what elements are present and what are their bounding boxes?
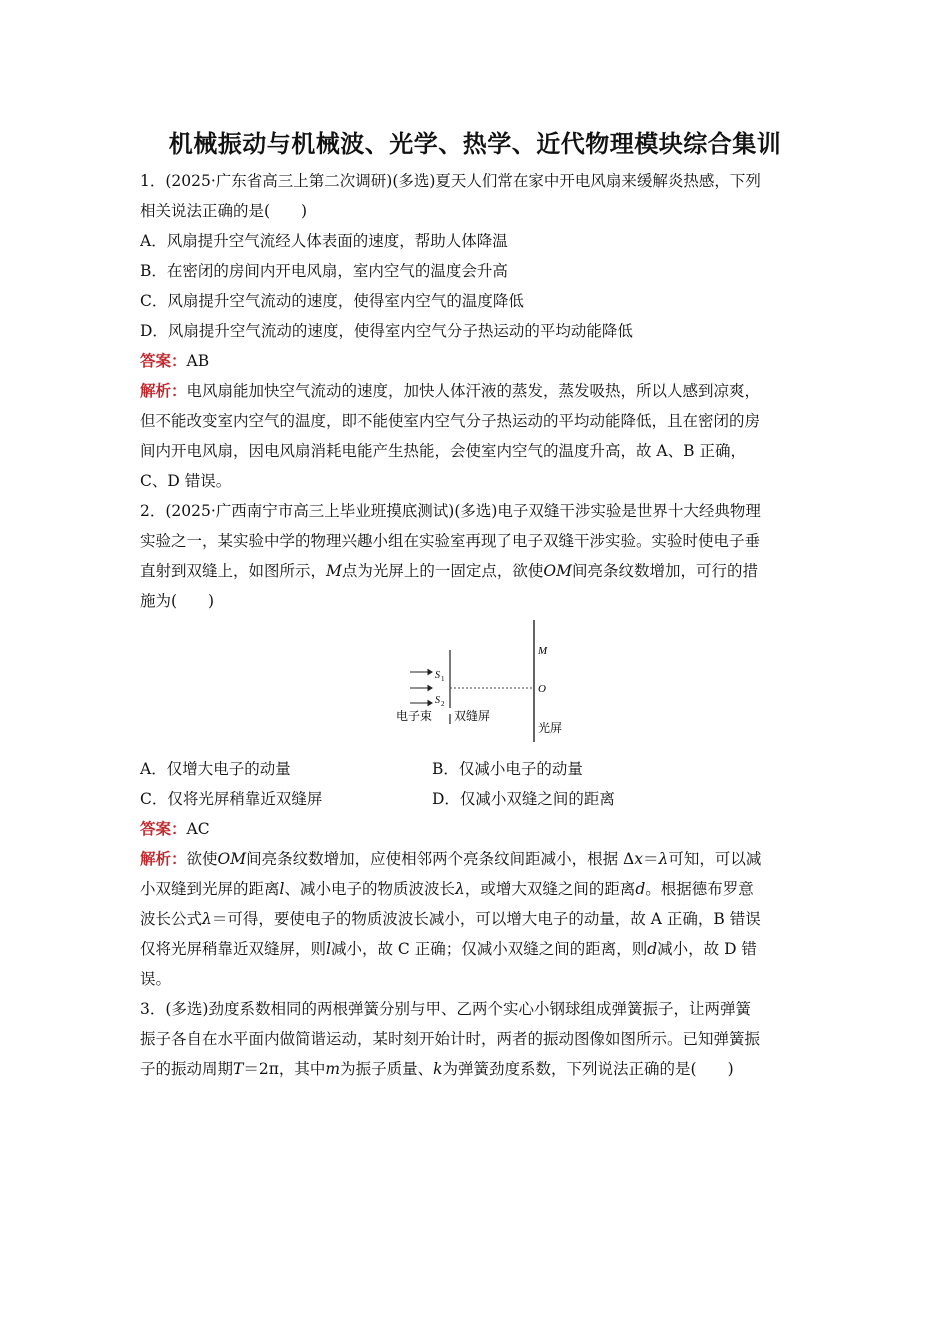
q2-analysis-line — [140, 874, 822, 904]
var-m: m — [325, 1060, 341, 1078]
label-s2-sub: 2 — [441, 700, 445, 708]
var-om: OM — [543, 562, 572, 580]
analysis-text: 电风扇能加快空气流动的速度，加快人体汗液的蒸发，蒸发吸热，所以人感到凉爽， — [186, 382, 761, 400]
var-d: d — [635, 880, 646, 898]
q1-analysis-line: 但不能改变室内空气的温度，即不能使室内空气分子热运动的平均动能降低，且在密闭的房 — [140, 412, 761, 430]
text-run: 子的振动周期 — [140, 1060, 234, 1078]
text-run: 减小，故 D 错 — [657, 940, 757, 958]
q2-option-a: A．仅增大电子的动量 — [140, 760, 291, 778]
q2-analysis-line — [140, 844, 822, 874]
double-slit-diagram — [394, 620, 574, 748]
q2-option-c: C．仅将光屏稍靠近双缝屏 — [140, 790, 323, 808]
question-2 — [140, 496, 822, 994]
answer-value: AC — [186, 820, 210, 838]
question-1 — [140, 166, 822, 496]
analysis-label: 解析： — [140, 381, 187, 400]
answer-label: 答案： — [140, 819, 187, 838]
q2-analysis-line: 误。 — [140, 970, 172, 988]
label-beam: 电子束 — [396, 709, 433, 723]
q1-option-a: A．风扇提升空气流经人体表面的速度，帮助人体降温 — [140, 232, 508, 250]
var-lambda: λ — [202, 910, 212, 928]
question-3 — [140, 994, 822, 1084]
q1-stem-line: 1．(2025·广东省高三上第二次调研)(多选)夏天人们常在家中开电风扇来缓解炎热感，下列 — [140, 172, 761, 190]
answer-label: 答案： — [140, 351, 187, 370]
text-run: ，或增大双缝之间的距离 — [464, 880, 636, 898]
text-run: 为振子质量、 — [340, 1060, 434, 1078]
var-t: T — [233, 1060, 244, 1078]
text-run: 直射到双缝上，如图所示， — [140, 562, 327, 580]
q3-stem-line — [140, 1054, 822, 1084]
label-slit: 双缝屏 — [454, 709, 491, 723]
q1-stem-line: 相关说法正确的是( ) — [140, 202, 308, 220]
text-run: 间亮条纹数增加，可行的措 — [571, 562, 758, 580]
text-run: 、减小电子的物质波波长 — [284, 880, 455, 898]
var-d: d — [647, 940, 658, 958]
arrow-head — [428, 701, 432, 706]
label-screen: 光屏 — [538, 721, 563, 735]
text-run: 波长公式 — [140, 910, 203, 928]
q1-analysis-line — [140, 376, 822, 406]
var-m: M — [326, 562, 342, 580]
q2-stem-line: 施为( ) — [140, 592, 215, 610]
text-run: 。根据德布罗意 — [645, 880, 754, 898]
text-run: 间亮条纹数增加，应使相邻两个亮条纹间距减小，根据 Δ — [246, 850, 635, 868]
text-run: 点为光屏上的一固定点，欲使 — [341, 562, 544, 580]
var-lambda: λ — [455, 880, 465, 898]
label-s1-sub: 1 — [441, 675, 445, 683]
arrow-head — [428, 686, 432, 691]
q1-option-d: D．风扇提升空气流动的速度，使得室内空气分子热运动的平均动能降低 — [140, 322, 633, 340]
q2-analysis-line — [140, 934, 822, 964]
var-k: k — [433, 1060, 443, 1078]
q3-stem-line: 振子各自在水平面内做简谐运动，某时刻开始计时，两者的振动图像如图所示。已知弹簧振 — [140, 1030, 761, 1048]
var-l: l — [279, 880, 285, 898]
q2-stem-line: 2．(2025·广西南宁市高三上毕业班摸底测试)(多选)电子双缝干涉实验是世界十大经典物理 — [140, 502, 761, 520]
text-run: ＝可得，要使电子的物质波波长减小，可以增大电子的动量，故 A 正确，B 错误 — [211, 910, 761, 928]
text-run: 欲使 — [186, 850, 218, 868]
text-run: ＝ — [642, 850, 659, 868]
var-x: x — [634, 850, 643, 868]
q1-option-b: B．在密闭的房间内开电风扇，室内空气的温度会升高 — [140, 262, 508, 280]
text-run: ＝2π，其中 — [243, 1060, 326, 1078]
q2-option-d: D．仅减小双缝之间的距离 — [432, 790, 615, 808]
analysis-label: 解析： — [140, 849, 187, 868]
label-s1: S — [435, 670, 440, 681]
q2-stem-line: 实验之一，某实验中学的物理兴趣小组在实验室再现了电子双缝干涉实验。实验时使电子垂 — [140, 532, 761, 550]
var-om: OM — [217, 850, 247, 868]
q1-answer — [140, 346, 822, 376]
label-o: O — [538, 683, 546, 695]
q1-analysis-line: 间内开电风扇，因电风扇消耗电能产生热能，会使室内空气的温度升高，故 A、B 正确， — [140, 442, 746, 460]
q2-stem-line — [140, 556, 822, 586]
q2-options-row — [140, 784, 822, 814]
var-lambda: λ — [658, 850, 669, 868]
q1-option-c: C．风扇提升空气流动的速度，使得室内空气的温度降低 — [140, 292, 524, 310]
double-slit-figure — [140, 616, 822, 754]
var-l: l — [326, 940, 331, 958]
text-run: 可知，可以减 — [668, 850, 762, 868]
q2-options-row — [140, 754, 822, 784]
q2-analysis-line — [140, 904, 822, 934]
label-s2: S — [435, 695, 440, 706]
text-run: 仅将光屏稍靠近双缝屏，则 — [140, 940, 327, 958]
content-body — [140, 166, 822, 1084]
q1-analysis-line: C、D 错误。 — [140, 472, 232, 490]
arrow-head — [428, 670, 432, 675]
page-title: 机械振动与机械波、光学、热学、近代物理模块综合集训 — [168, 130, 782, 158]
label-m: M — [538, 645, 548, 657]
text-run: 减小，故 C 正确；仅减小双缝之间的距离，则 — [330, 940, 648, 958]
q2-answer — [140, 814, 822, 844]
text-run: 为弹簧劲度系数，下列说法正确的是( ) — [442, 1060, 734, 1078]
q2-option-b: B．仅减小电子的动量 — [432, 760, 583, 778]
text-run: 小双缝到光屏的距离 — [140, 880, 280, 898]
q3-stem-line: 3．(多选)劲度系数相同的两根弹簧分别与甲、乙两个实心小钢球组成弹簧振子，让两弹簧 — [140, 1000, 751, 1018]
answer-value: AB — [186, 352, 210, 370]
